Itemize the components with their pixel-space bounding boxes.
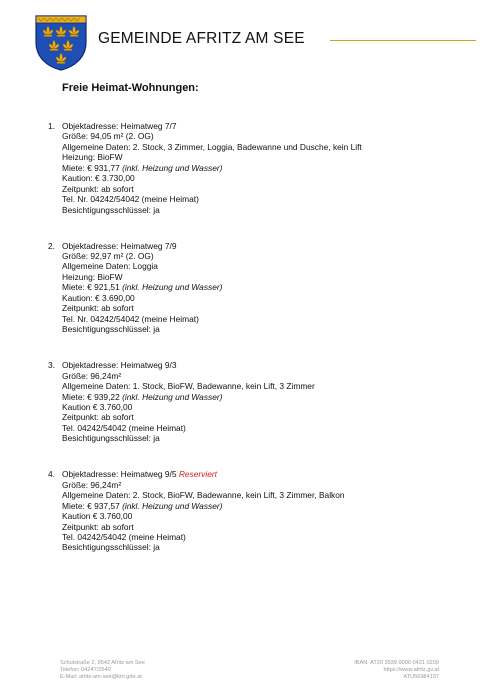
listing-phone: Tel. Nr. 04242/54042 (meine Heimat) bbox=[62, 313, 199, 324]
listing-item bbox=[48, 241, 468, 335]
listing-viewing-key: Besichtigungsschlüssel: ja bbox=[62, 433, 160, 444]
listing-number: 3. bbox=[48, 360, 55, 371]
header-divider bbox=[330, 40, 476, 41]
listing-deposit: Kaution: € 3.730,00 bbox=[62, 173, 135, 184]
listing-number: 4. bbox=[48, 469, 55, 480]
listing-availability: Zeitpunkt: ab sofort bbox=[62, 521, 134, 532]
listing-rent-row bbox=[62, 501, 468, 511]
footer-contact bbox=[60, 660, 145, 681]
municipality-name: GEMEINDE AFRITZ AM SEE bbox=[98, 30, 305, 47]
listing-phone: Tel. 04242/54042 (meine Heimat) bbox=[62, 422, 186, 433]
footer-bank bbox=[354, 660, 439, 681]
listing-rent-note: (inkl. Heizung und Wasser) bbox=[122, 500, 223, 511]
listing-address-row bbox=[62, 469, 468, 479]
listing-size: Größe: 94,05 m² (2. OG) bbox=[62, 131, 154, 142]
listing-availability: Zeitpunkt: ab sofort bbox=[62, 412, 134, 423]
listing-rent: Miete: € 931,77 bbox=[62, 162, 120, 173]
listing-rent-note: (inkl. Heizung und Wasser) bbox=[122, 282, 223, 293]
listing-phone: Tel. Nr. 04242/54042 (meine Heimat) bbox=[62, 194, 199, 205]
listing-address: Objektadresse: Heimatweg 9/5 bbox=[62, 469, 177, 480]
listing-item bbox=[48, 360, 468, 444]
listing-deposit: Kaution € 3.760,00 bbox=[62, 511, 133, 522]
listing-deposit: Kaution: € 3.690,00 bbox=[62, 292, 135, 303]
footer-iban: IBAN: AT20 3939 0000 0421 0209 bbox=[354, 660, 439, 666]
reserved-badge: Reserviert bbox=[178, 469, 218, 480]
listing-heating: Heizung: BioFW bbox=[62, 152, 123, 163]
listing-size: Größe: 96,24m² bbox=[62, 370, 122, 381]
listing-heating: Heizung: BioFW bbox=[62, 271, 123, 282]
listing-size: Größe: 92,97 m² (2. OG) bbox=[62, 251, 154, 262]
listing-deposit: Kaution € 3.760,00 bbox=[62, 401, 133, 412]
listing-number: 2. bbox=[48, 240, 55, 251]
listing-address: Objektadresse: Heimatweg 9/3 bbox=[62, 360, 177, 371]
listing-address: Objektadresse: Heimatweg 7/7 bbox=[62, 121, 177, 131]
listing-rent: Miete: € 921,51 bbox=[62, 282, 120, 293]
footer-phone: Telefon: 04247/2540 bbox=[60, 667, 111, 673]
footer-website: https://www.afritz.gv.at bbox=[383, 667, 439, 673]
listing-phone: Tel. 04242/54042 (meine Heimat) bbox=[62, 532, 186, 542]
listing-rent-note: (inkl. Heizung und Wasser) bbox=[122, 162, 223, 173]
listing-general-data: Allgemeine Daten: Loggia bbox=[62, 261, 158, 272]
listing-rent: Miete: € 937,57 bbox=[62, 500, 120, 511]
listing-viewing-key: Besichtigungsschlüssel: ja bbox=[62, 542, 160, 553]
listing-general-data: Allgemeine Daten: 2. Stock, 3 Zimmer, Loggia, Badewanne und Dusche, kein Lift bbox=[62, 141, 362, 152]
listing-availability: Zeitpunkt: ab sofort bbox=[62, 303, 134, 314]
listing-rent: Miete: € 939,22 bbox=[62, 391, 120, 402]
footer-address: Schulstraße 2, 9542 Afritz am See bbox=[60, 660, 145, 666]
listing-rent-row bbox=[62, 392, 468, 402]
listing-size: Größe: 96,24m² bbox=[62, 479, 122, 490]
page-title: Freie Heimat-Wohnungen: bbox=[62, 82, 199, 94]
listing-list bbox=[48, 121, 468, 553]
listing-viewing-key: Besichtigungsschlüssel: ja bbox=[62, 324, 160, 335]
listing-rent-row bbox=[62, 282, 468, 292]
footer-uid: ATU56984137 bbox=[403, 674, 439, 680]
listing-rent-row bbox=[62, 163, 468, 173]
listing-viewing-key: Besichtigungsschlüssel: ja bbox=[62, 204, 160, 215]
listing-general-data: Allgemeine Daten: 1. Stock, BioFW, Badewanne, kein Lift, 3 Zimmer bbox=[62, 381, 315, 392]
listing-item bbox=[48, 121, 468, 215]
municipal-crest-logo bbox=[32, 12, 90, 72]
listing-availability: Zeitpunkt: ab sofort bbox=[62, 183, 134, 194]
listing-general-data: Allgemeine Daten: 2. Stock, BioFW, Badewanne, kein Lift, 3 Zimmer, Balkon bbox=[62, 490, 345, 501]
footer-email: E-Mail: afritz-am-see@ktn.gde.at bbox=[60, 674, 142, 680]
listing-item bbox=[48, 469, 468, 553]
listing-number: 1. bbox=[48, 121, 55, 131]
listing-address: Objektadresse: Heimatweg 7/9 bbox=[62, 240, 177, 251]
listing-rent-note: (inkl. Heizung und Wasser) bbox=[122, 391, 223, 402]
